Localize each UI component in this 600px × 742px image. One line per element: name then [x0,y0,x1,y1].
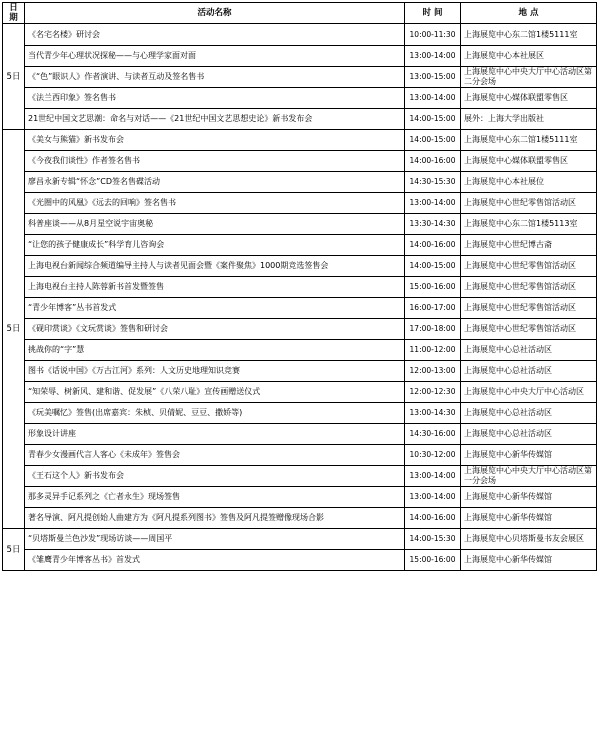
event-name-cell: 那多灵异手记系列之《亡者永生》现场签售 [25,487,405,508]
table-row [3,361,597,382]
time-cell: 13:00-14:00 [405,88,461,109]
time-cell: 14:00-16:00 [405,151,461,172]
table-row [3,298,597,319]
table-row [3,24,597,46]
time-cell: 13:00-15:00 [405,67,461,88]
event-name-cell: 图书《话说中国》《万古江河》系列：人文历史地理知识竞赛 [25,361,405,382]
date-cell: 5日 [3,529,25,571]
event-name-cell: 上海电视台新闻综合频道编导主持人与读者见面会暨《案件聚焦》1000期竞选签售会 [25,256,405,277]
schedule-body [3,24,597,571]
table-row [3,424,597,445]
place-cell: 上海展览中心媒体联盟零售区 [461,151,597,172]
time-cell: 14:00-15:00 [405,130,461,151]
place-cell: 上海展览中心世纪零售馆活动区 [461,193,597,214]
event-name-cell: 《法兰西印象》签名售书 [25,88,405,109]
event-name-cell: 《名宅名楼》研讨会 [25,24,405,46]
table-row [3,319,597,340]
place-cell: 上海展览中心世纪博古斋 [461,235,597,256]
table-row [3,130,597,151]
event-name-cell: 著名导演、阿凡提创始人曲建方为《阿凡提系列图书》签售及阿凡提签赠像现场合影 [25,508,405,529]
table-row [3,109,597,130]
place-cell: 上海展览中心总社活动区 [461,403,597,424]
place-cell: 上海展览中心中央大厅中心活动区第一分会场 [461,466,597,487]
event-name-cell: “知荣辱、树新风、建和谐、促发展”《八荣八耻》宣传画赠送仪式 [25,382,405,403]
event-schedule-table [2,2,597,571]
header-row [3,3,597,24]
event-name-cell: 挑战你的“字”慧 [25,340,405,361]
table-row [3,529,597,550]
time-cell: 16:00-17:00 [405,298,461,319]
event-name-cell: 形象设计讲座 [25,424,405,445]
place-cell: 上海展览中心本社展位 [461,172,597,193]
time-cell: 17:00-18:00 [405,319,461,340]
time-cell: 15:00-16:00 [405,550,461,571]
table-row [3,214,597,235]
time-cell: 14:00-15:00 [405,256,461,277]
event-name-cell: 当代青少年心理状况探秘——与心理学家面对面 [25,46,405,67]
time-cell: 13:00-14:00 [405,46,461,67]
event-name-cell: 廖昌永新专辑“怀念”CD签名售碟活动 [25,172,405,193]
event-name-cell: 科普座谈——从8月星空说宇宙奥秘 [25,214,405,235]
place-cell: 上海展览中心东二馆1楼5111室 [461,130,597,151]
place-cell: 上海展览中心媒体联盟零售区 [461,88,597,109]
time-cell: 12:00-13:00 [405,361,461,382]
schedule-table-container [2,2,596,571]
table-row [3,256,597,277]
place-cell: 上海展览中心新华传媒馆 [461,487,597,508]
place-cell: 上海展览中心新华传媒馆 [461,550,597,571]
time-cell: 10:00-11:30 [405,24,461,46]
place-cell: 上海展览中心总社活动区 [461,424,597,445]
table-row [3,46,597,67]
time-cell: 14:30-16:00 [405,424,461,445]
place-cell: 上海展览中心东二馆1楼5113室 [461,214,597,235]
event-name-cell: 《王石这个人》新书发布会 [25,466,405,487]
time-cell: 14:00-15:00 [405,109,461,130]
place-cell: 上海展览中心中央大厅中心活动区 [461,382,597,403]
event-name-cell: 《今夜我们谈性》作者签名售书 [25,151,405,172]
table-row [3,151,597,172]
time-cell: 12:00-12:30 [405,382,461,403]
time-cell: 13:00-14:00 [405,193,461,214]
table-row [3,277,597,298]
table-row [3,508,597,529]
place-cell: 展外：上海大学出版社 [461,109,597,130]
table-row [3,88,597,109]
place-cell: 上海展览中心世纪零售馆活动区 [461,277,597,298]
event-name-cell: 《“色”眼识人》作者演讲、与读者互动及签名售书 [25,67,405,88]
date-cell: 5日 [3,130,25,529]
event-name-cell: 《光圈中的风凰》《远去的回响》签名售书 [25,193,405,214]
time-cell: 15:00-16:00 [405,277,461,298]
time-cell: 14:00-16:00 [405,235,461,256]
date-cell: 5日 [3,24,25,130]
event-name-cell: “青少年博客”丛书首发式 [25,298,405,319]
time-cell: 14:00-16:00 [405,508,461,529]
header-time: 时 间 [405,3,461,24]
table-row [3,445,597,466]
time-cell: 13:30-14:30 [405,214,461,235]
time-cell: 11:00-12:00 [405,340,461,361]
time-cell: 13:00-14:30 [405,403,461,424]
table-row [3,193,597,214]
table-row [3,382,597,403]
place-cell: 上海展览中心总社活动区 [461,340,597,361]
place-cell: 上海展览中心东二馆1楼5111室 [461,24,597,46]
header-place: 地 点 [461,3,597,24]
place-cell: 上海展览中心本社展区 [461,46,597,67]
event-name-cell: 《美女与熊猫》新书发布会 [25,130,405,151]
table-row [3,340,597,361]
place-cell: 上海展览中心贝塔斯曼书友会展区 [461,529,597,550]
place-cell: 上海展览中心中央大厅中心活动区第二分会场 [461,67,597,88]
table-row [3,172,597,193]
event-name-cell: “贝塔斯曼兰色沙发”现场访谈——周国平 [25,529,405,550]
table-row [3,235,597,256]
time-cell: 14:00-15:30 [405,529,461,550]
event-name-cell: 《玩美嘱忆》签售(出席嘉宾：朱桢、贝倩妮、豆豆、撒娇等) [25,403,405,424]
event-name-cell: 上海电视台主持人陈蓉新书首发暨签售 [25,277,405,298]
table-row [3,550,597,571]
place-cell: 上海展览中心世纪零售馆活动区 [461,256,597,277]
event-name-cell: 《雏鹰青少年博客丛书》首发式 [25,550,405,571]
place-cell: 上海展览中心新华传媒馆 [461,445,597,466]
time-cell: 13:00-14:00 [405,466,461,487]
place-cell: 上海展览中心世纪零售馆活动区 [461,319,597,340]
place-cell: 上海展览中心新华传媒馆 [461,508,597,529]
table-row [3,466,597,487]
time-cell: 13:00-14:00 [405,487,461,508]
event-name-cell: 21世纪中国文艺思潮：命名与对话——《21世纪中国文艺思想史论》新书发布会 [25,109,405,130]
time-cell: 10:30-12:00 [405,445,461,466]
table-row [3,487,597,508]
place-cell: 上海展览中心世纪零售馆活动区 [461,298,597,319]
header-date: 日期 [3,3,25,24]
event-name-cell: 《砚印赏谈》《文玩赏谈》签售和研讨会 [25,319,405,340]
header-event-name: 活动名称 [25,3,405,24]
place-cell: 上海展览中心总社活动区 [461,361,597,382]
event-name-cell: “让您的孩子健康成长”科学育儿咨询会 [25,235,405,256]
time-cell: 14:30-15:30 [405,172,461,193]
table-row [3,403,597,424]
event-name-cell: 青春少女漫画代言人客心《未成年》签售会 [25,445,405,466]
table-row [3,67,597,88]
